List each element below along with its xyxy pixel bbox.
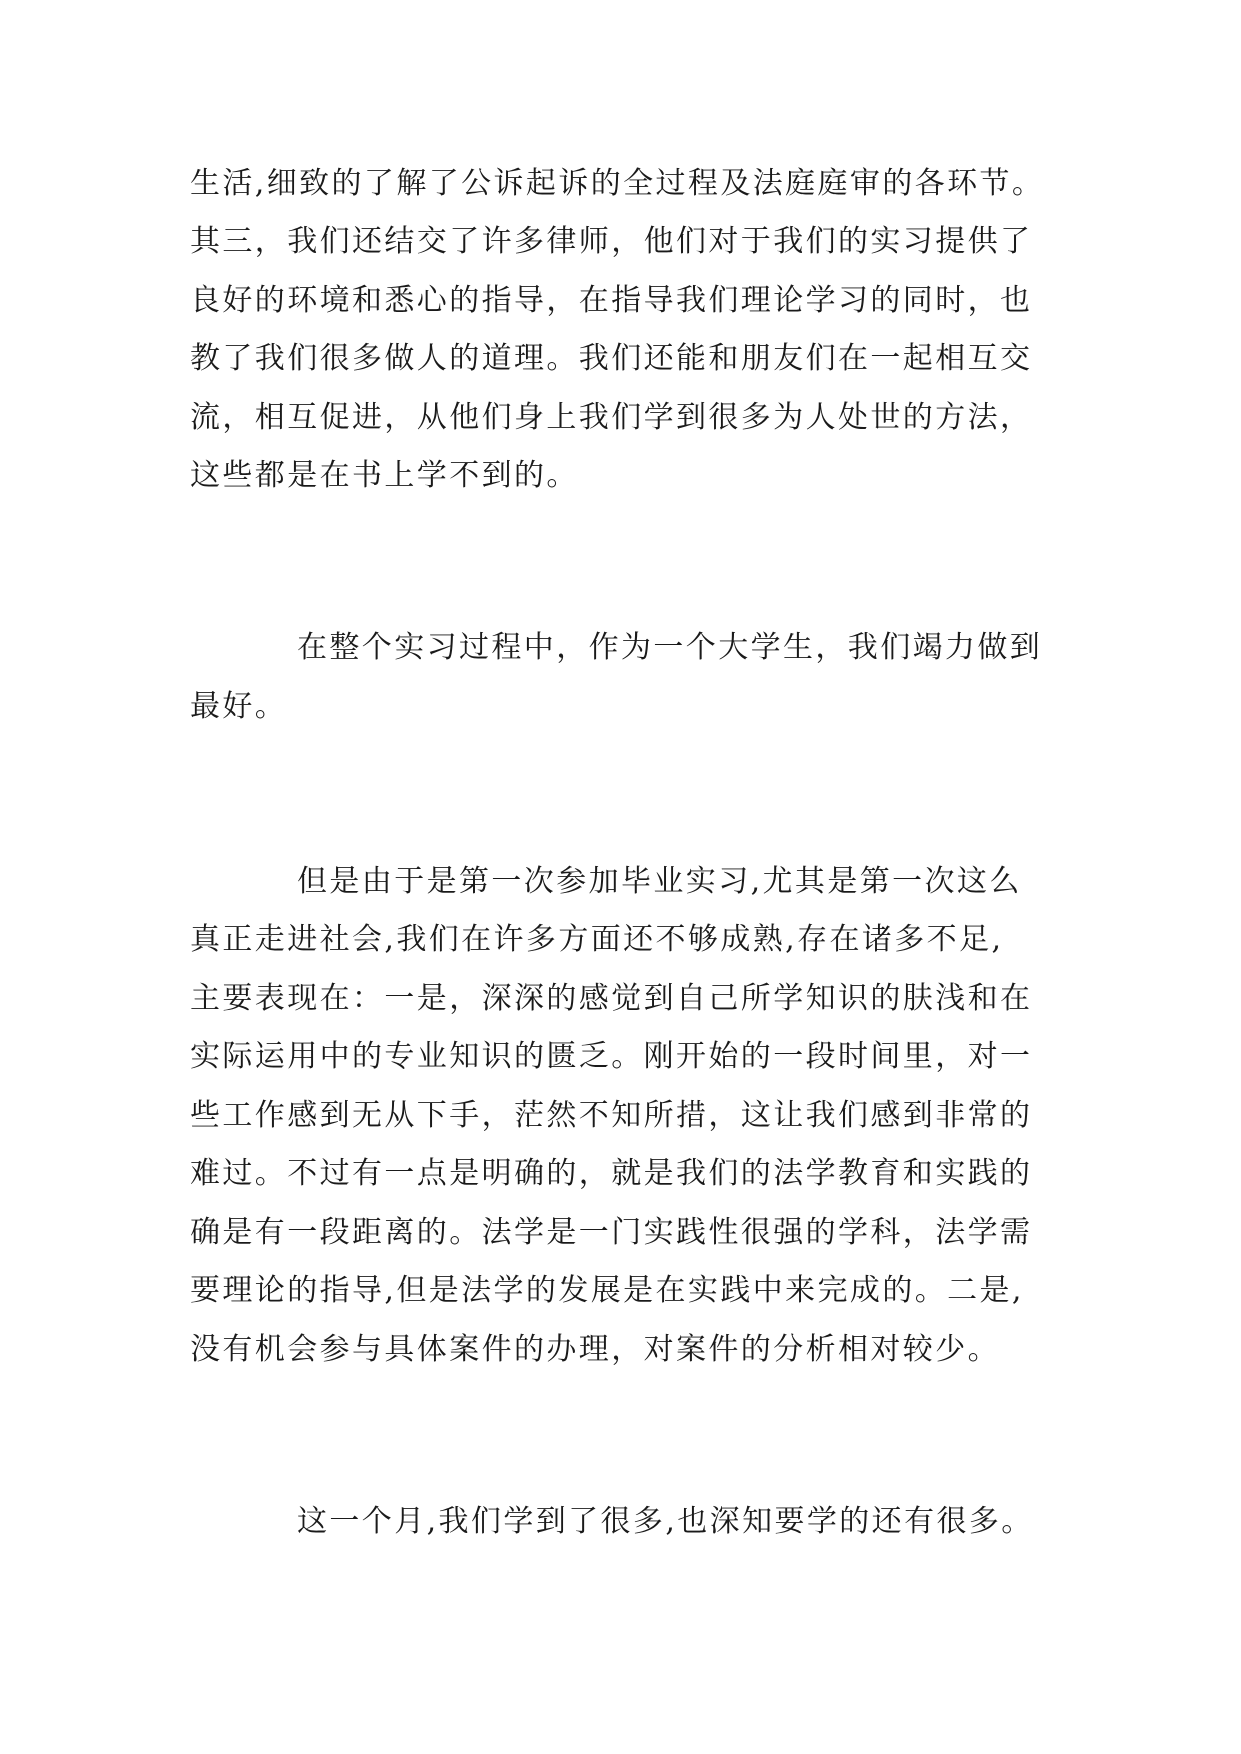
paragraph-2-line-2: 最好。 bbox=[190, 689, 288, 724]
paragraph-3-line-5: 些工作感到无从下手，茫然不知所措，这让我们感到非常的 bbox=[190, 1098, 1033, 1133]
paragraph-3-line-4: 实际运用中的专业知识的匮乏。刚开始的一段时间里，对一 bbox=[190, 1039, 1033, 1074]
paragraph-1-line-6: 这些都是在书上学不到的。 bbox=[190, 458, 579, 493]
paragraph-4-line-1: 这一个月,我们学到了很多,也深知要学的还有很多。 bbox=[297, 1504, 1034, 1539]
paragraph-2-line-1: 在整个实习过程中，作为一个大学生，我们竭力做到 bbox=[297, 630, 1043, 665]
paragraph-3-line-7: 确是有一段距离的。法学是一门实践性很强的学科，法学需 bbox=[190, 1215, 1033, 1250]
paragraph-3-line-2: 真正走进社会,我们在许多方面还不够成熟,存在诸多不足, bbox=[190, 922, 1004, 957]
paragraph-3-line-9: 没有机会参与具体案件的办理，对案件的分析相对较少。 bbox=[190, 1332, 1000, 1367]
paragraph-3-line-3: 主要表现在：一是，深深的感觉到自己所学知识的肤浅和在 bbox=[190, 981, 1033, 1016]
paragraph-3-line-6: 难过。不过有一点是明确的，就是我们的法学教育和实践的 bbox=[190, 1156, 1033, 1191]
paragraph-1-line-5: 流，相互促进，从他们身上我们学到很多为人处世的方法， bbox=[190, 400, 1033, 435]
paragraph-1-line-1: 生活,细致的了解了公诉起诉的全过程及法庭庭审的各环节。 bbox=[190, 166, 1045, 201]
paragraph-1-line-3: 良好的环境和悉心的指导，在指导我们理论学习的同时，也 bbox=[190, 283, 1033, 318]
paragraph-1-line-2: 其三，我们还结交了许多律师，他们对于我们的实习提供了 bbox=[190, 224, 1033, 259]
paragraph-1-line-4: 教了我们很多做人的道理。我们还能和朋友们在一起相互交 bbox=[190, 341, 1033, 376]
paragraph-3-line-1: 但是由于是第一次参加毕业实习,尤其是第一次这么 bbox=[297, 864, 1022, 899]
paragraph-3-line-8: 要理论的指导,但是法学的发展是在实践中来完成的。二是, bbox=[190, 1273, 1024, 1308]
